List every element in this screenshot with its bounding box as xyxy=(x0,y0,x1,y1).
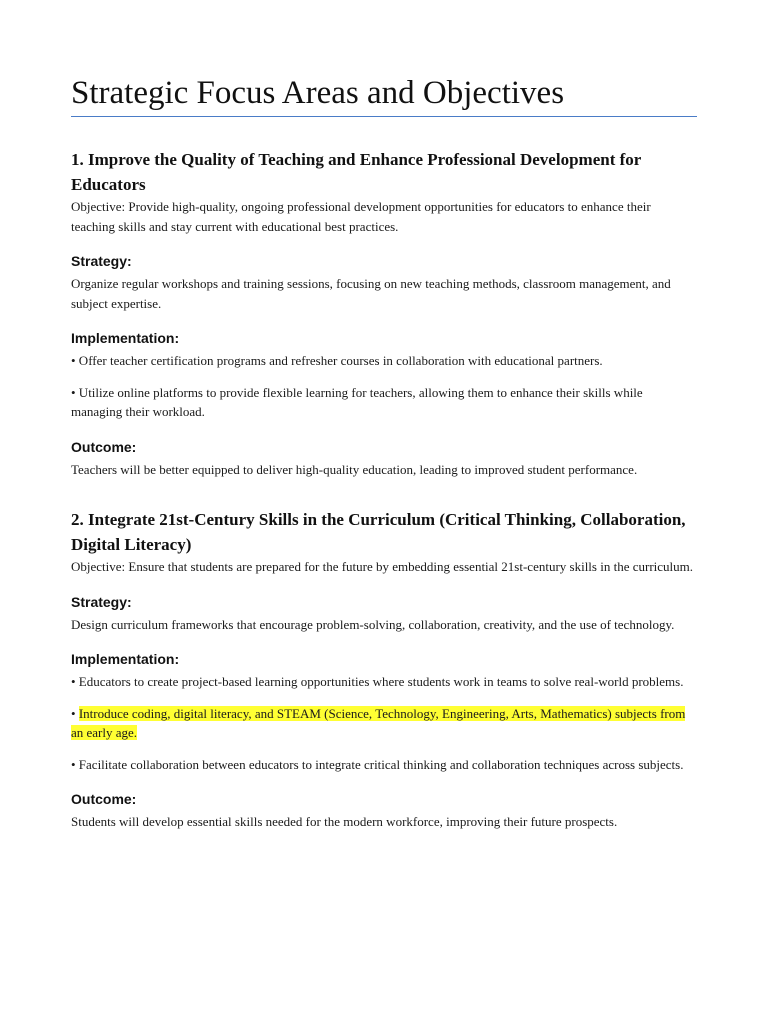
section-2-bullet-2-marker: • xyxy=(71,705,79,721)
section-2-objective: Objective: Ensure that students are prepared for the future by embedding essential 21st-century skills in the curriculum. xyxy=(71,559,694,574)
document-page xyxy=(71,0,697,832)
title-underline xyxy=(71,116,697,117)
section-2-bullet-2 xyxy=(71,704,697,743)
section-1-bullet-1: • Offer teacher certification programs and refresher courses in collaboration with educational partners. xyxy=(71,353,603,368)
section-1-objective: Objective: Provide high-quality, ongoing professional development opportunities for educators to enhance their teaching skills and stay current with educational best practices. xyxy=(71,199,651,234)
section-2 xyxy=(71,507,697,832)
highlighted-text: Introduce coding, digital literacy, and STEAM (Science, Technology, Engineering, Arts, Mathematics) subjects from an early age. xyxy=(71,705,686,740)
section-2-implementation-label: Implementation: xyxy=(71,651,180,667)
document-title: Strategic Focus Areas and Objectives xyxy=(71,75,565,111)
section-2-strategy-label: Strategy: xyxy=(71,593,132,610)
section-1-heading: 1. Improve the Quality of Teaching and Enhance Professional Development for Educators xyxy=(71,150,641,194)
section-1-outcome-label: Outcome: xyxy=(71,438,137,455)
section-1-bullet-2: • Utilize online platforms to provide flexible learning for teachers, allowing them to enhance their skills while managing their workload. xyxy=(71,384,643,419)
section-2-outcome-label: Outcome: xyxy=(71,791,137,807)
section-2-bullet-1: • Educators to create project-based learning opportunities where students work in teams to solve real-world problems. xyxy=(71,674,684,689)
section-1 xyxy=(71,147,697,479)
section-2-bullet-3: • Facilitate collaboration between educators to integrate critical thinking and collaboration techniques across subjects. xyxy=(71,756,684,772)
section-1-strategy: Organize regular workshops and training sessions, focusing on new teaching methods, classroom management, and subject expertise. xyxy=(71,276,671,311)
section-2-heading: 2. Integrate 21st-Century Skills in the Curriculum (Critical Thinking, Collaboration, Digital Literacy) xyxy=(71,510,686,554)
section-2-outcome: Students will develop essential skills needed for the modern workforce, improving their future prospects. xyxy=(71,814,618,829)
section-1-strategy-label: Strategy: xyxy=(71,253,132,269)
section-1-implementation-label: Implementation: xyxy=(71,330,180,346)
section-2-strategy: Design curriculum frameworks that encourage problem-solving, collaboration, creativity, and the use of technology. xyxy=(71,616,675,632)
section-1-outcome: Teachers will be better equipped to deliver high-quality education, leading to improved student performance. xyxy=(71,461,638,477)
